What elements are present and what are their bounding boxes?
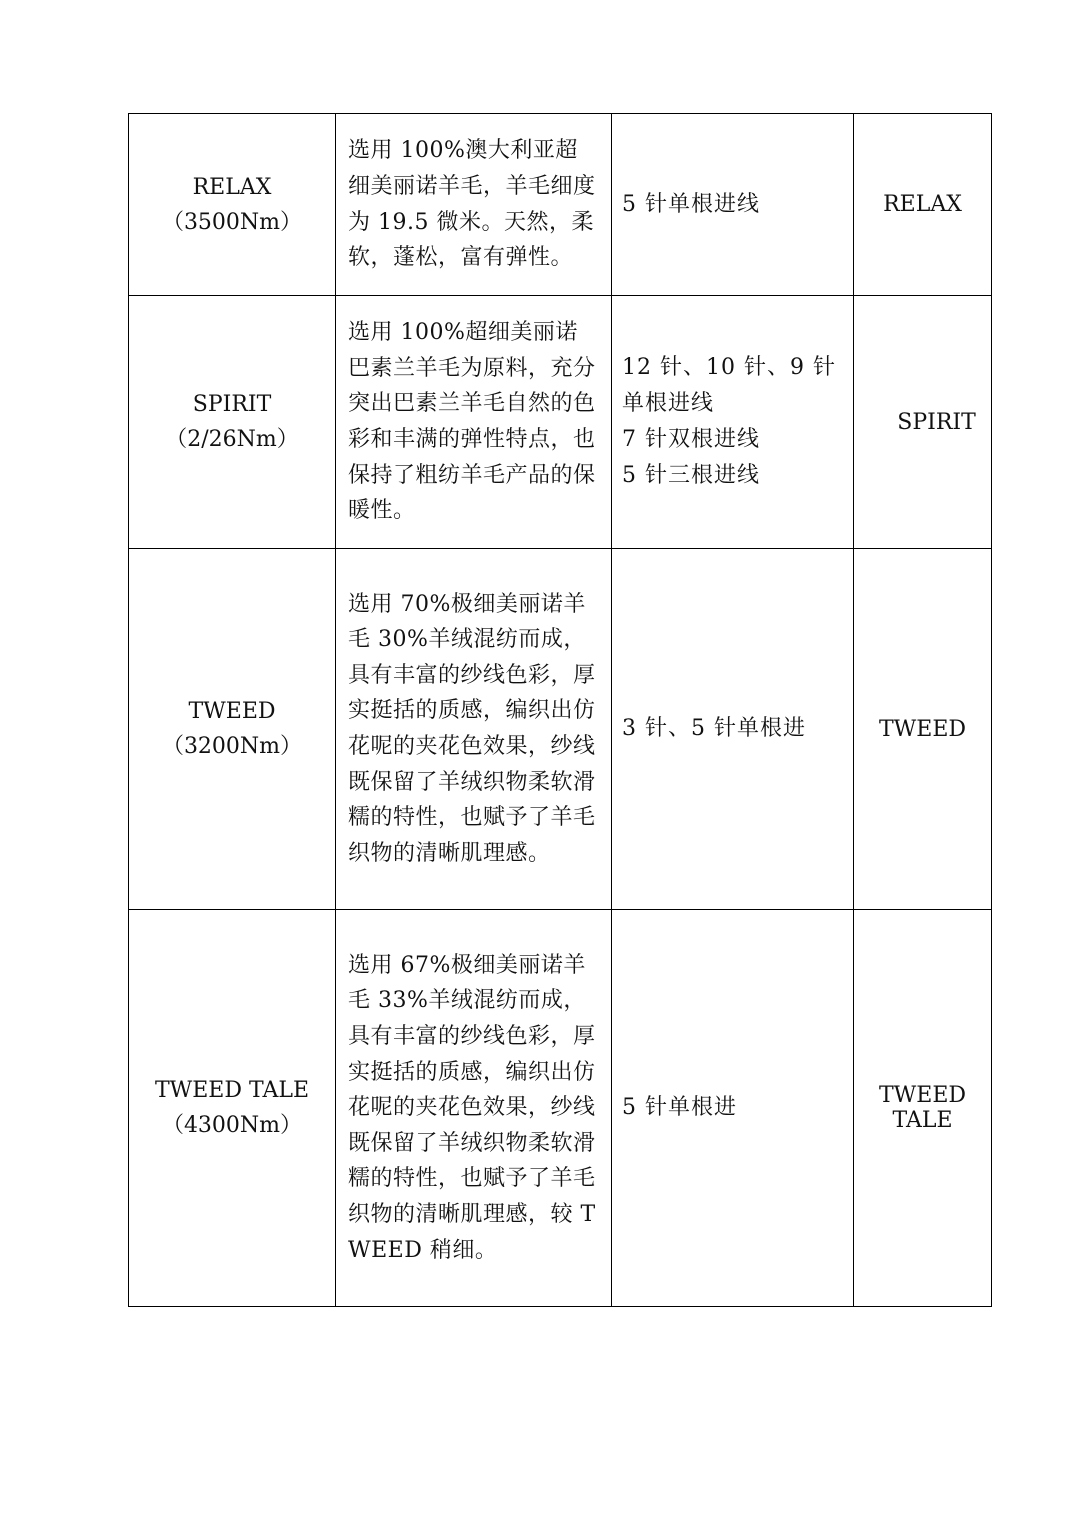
table-row [129,296,992,549]
needle-gauge: 3 针、5 针单根进 [622,716,806,741]
yarn-code: TWEED [878,716,967,742]
yarn-name-cell [129,549,336,910]
needle-gauge-cell [612,114,854,296]
needle-gauge: 5 针单根进线 [622,191,760,217]
yarn-count: （4300Nm） [161,1113,303,1138]
yarn-name-cell [129,114,336,296]
table-row [129,549,992,910]
yarn-name-cell [129,296,336,549]
yarn-spec-table [128,113,992,1307]
yarn-description-cell [336,296,612,549]
yarn-code-cell [854,114,992,296]
needle-gauge-cell [612,549,854,910]
yarn-description: 选用 67%极细美丽诺羊毛 33%羊绒混纺而成，具有丰富的纱线色彩，厚实挺括的质感，编织出仿花呢的夹花色效果，纱线既保留了羊绒织物柔软滑糯的特性，也赋予了羊毛织物的清晰肌理感，较 TWEED 稍细。 [348,952,596,1263]
yarn-code-cell [854,910,992,1307]
yarn-description: 选用 100%超细美丽诺巴素兰羊毛为原料，充分突出巴素兰羊毛自然的色彩和丰满的弹性特点，也保持了粗纺羊毛产品的保暖性。 [348,320,596,524]
needle-gauge: 12 针、10 针、9 针单根进线 7 针双根进线 5 针三根进线 [622,355,836,488]
needle-gauge-cell [612,296,854,549]
yarn-name: SPIRIT [192,392,272,417]
yarn-description-cell [336,114,612,296]
yarn-name: RELAX [192,174,272,200]
yarn-name: TWEED [188,699,276,724]
yarn-code: SPIRIT [897,409,976,435]
needle-gauge-cell [612,910,854,1307]
needle-gauge: 5 针单根进 [622,1095,737,1120]
yarn-code-cell [854,296,992,549]
yarn-code: TWEED TALE [878,1083,967,1133]
yarn-description-cell [336,910,612,1307]
yarn-count: （2/26Nm） [165,427,299,452]
yarn-description-cell [336,549,612,910]
yarn-code: RELAX [883,192,962,217]
yarn-count: （3500Nm） [161,209,303,235]
yarn-description: 选用 100%澳大利亚超细美丽诺羊毛，羊毛细度为 19.5 微米。天然，柔软，蓬松，富有弹性。 [348,138,596,271]
table-row [129,910,992,1307]
yarn-name: TWEED TALE [154,1078,310,1103]
yarn-name-cell [129,910,336,1307]
yarn-count: （3200Nm） [161,734,303,759]
table-row [129,114,992,296]
yarn-code-cell [854,549,992,910]
yarn-description: 选用 70%极细美丽诺羊毛 30%羊绒混纺而成，具有丰富的纱线色彩，厚实挺括的质感，编织出仿花呢的夹花色效果，纱线既保留了羊绒织物柔软滑糯的特性，也赋予了羊毛织物的清晰肌理感。 [348,591,596,866]
